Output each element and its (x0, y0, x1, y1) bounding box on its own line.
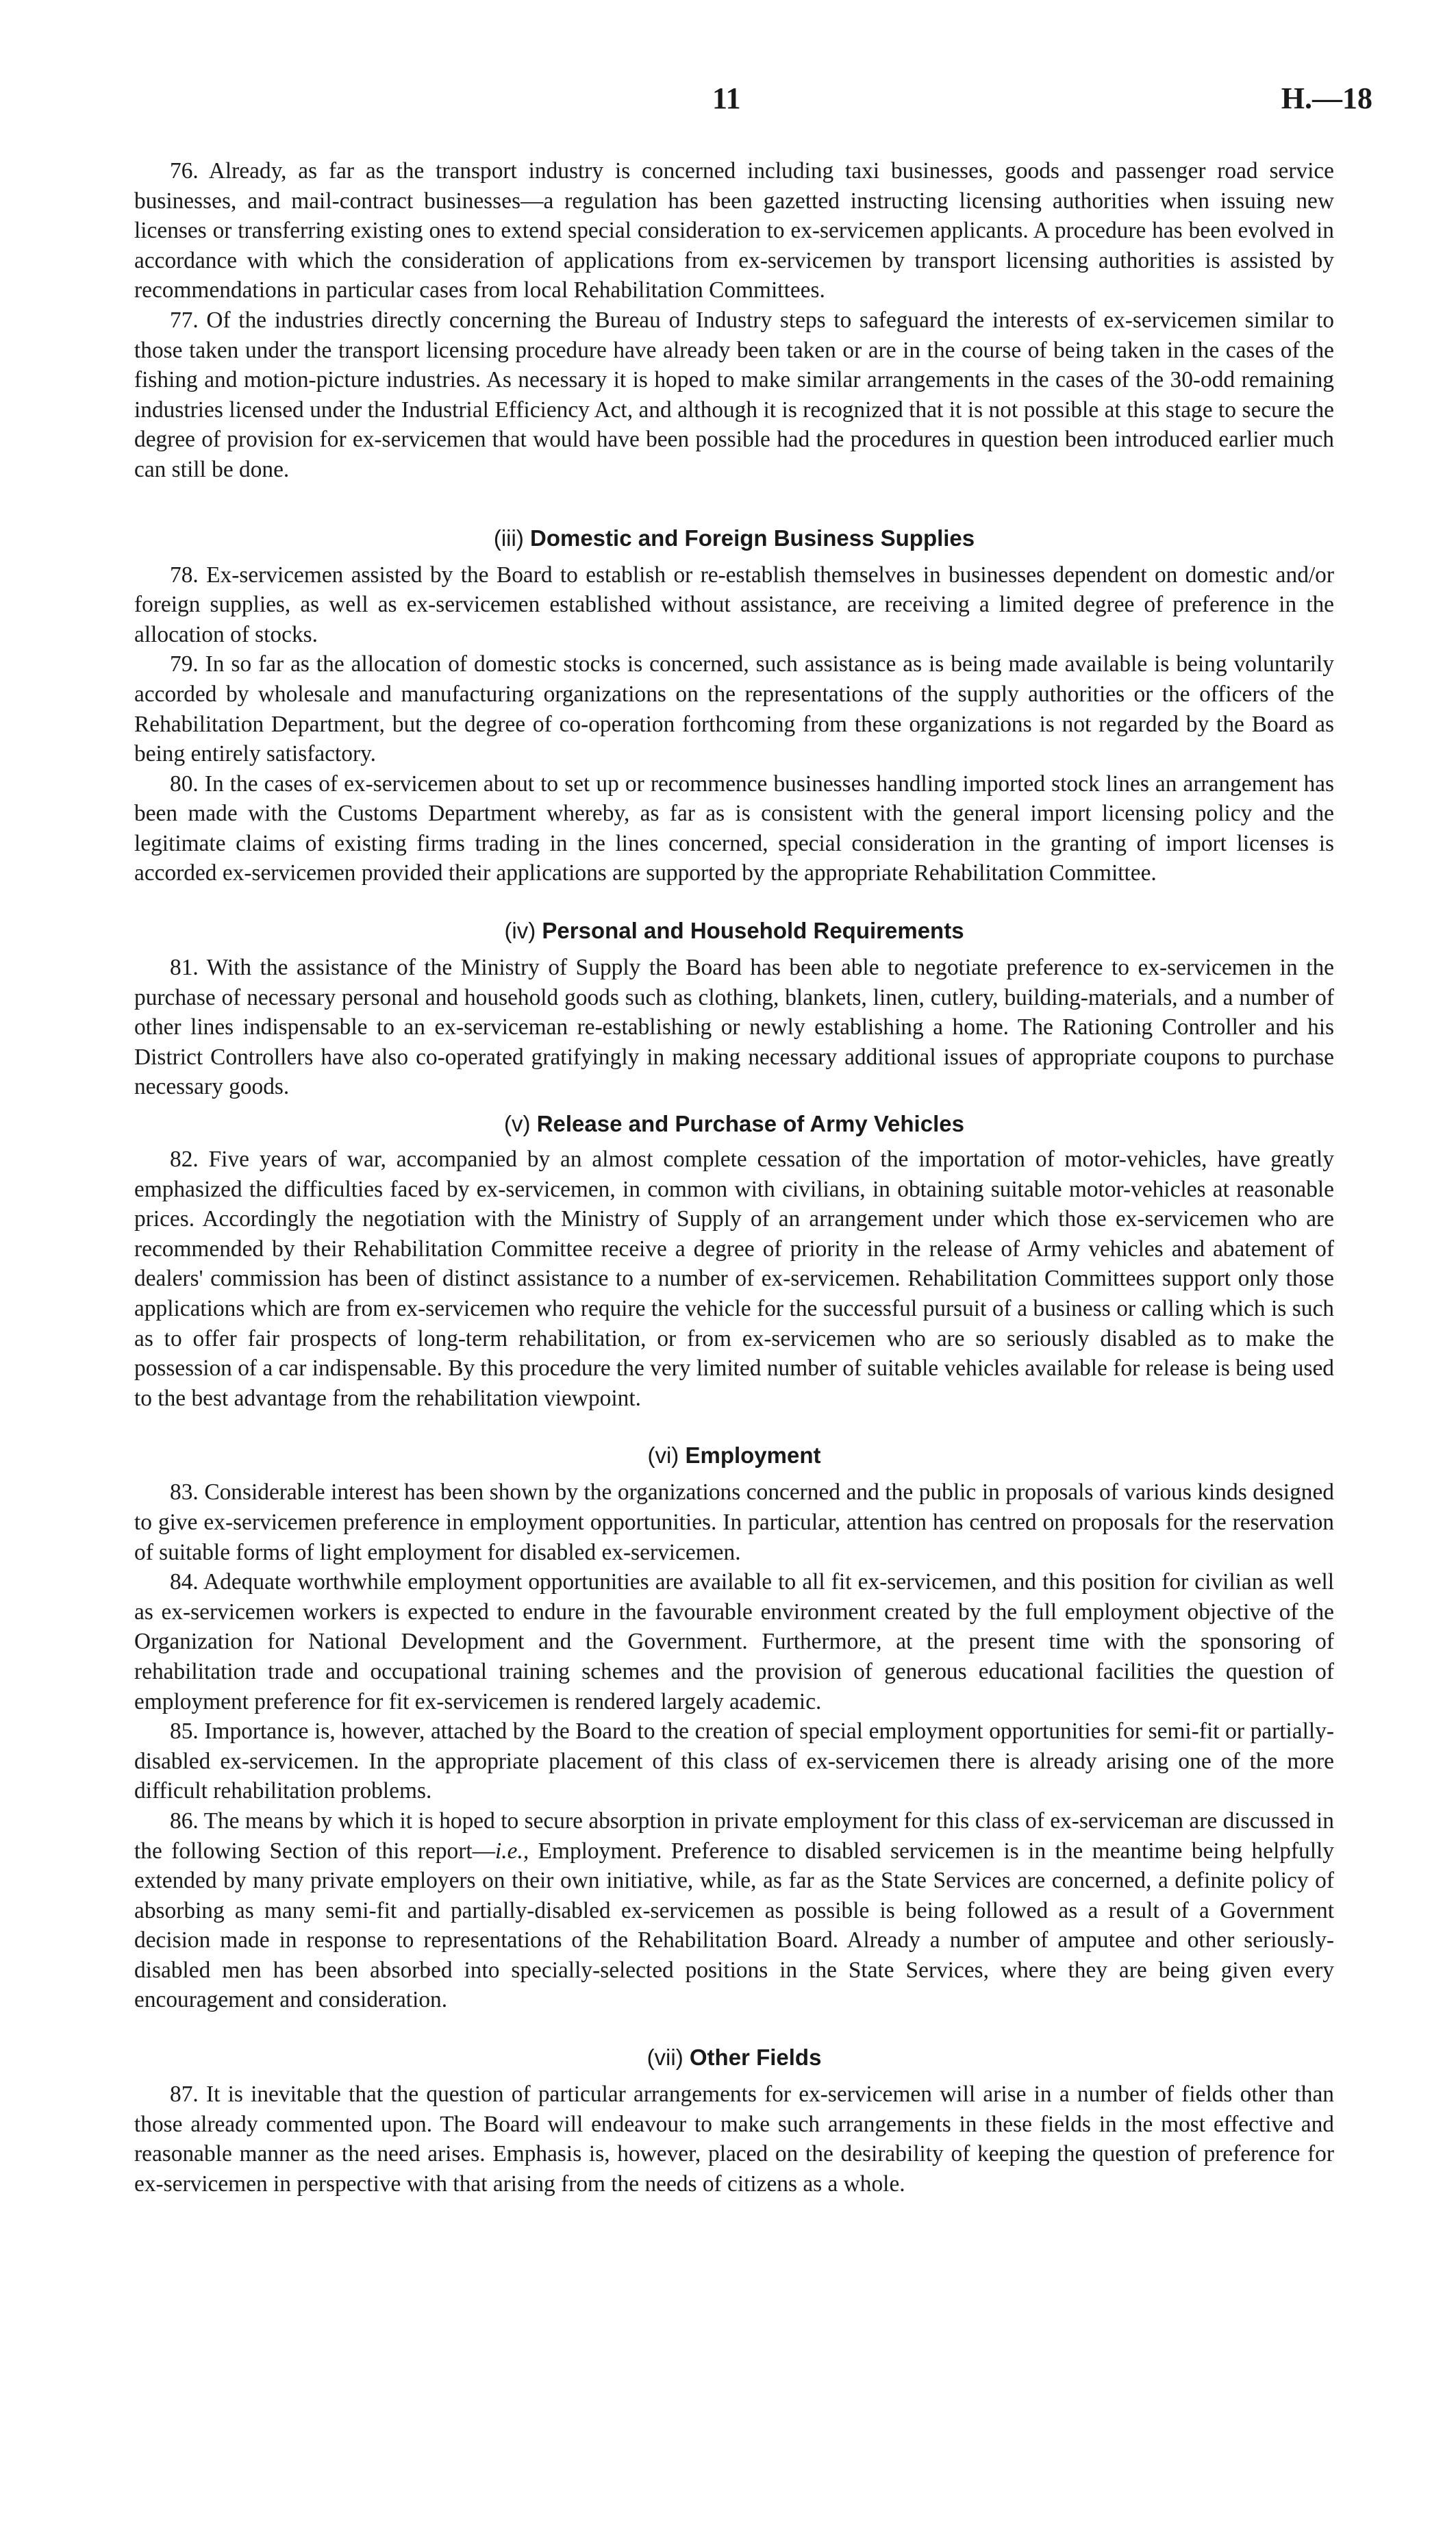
paragraph-85: 85. Importance is, however, attached by the Board to the creation of special employment opportunities for semi-fit or partially-disabled ex-servicemen. In the appropriate placement of this class of ex-servicemen there is already arising one of the more difficult rehabilitation problems. (134, 1719, 1334, 1804)
section-numeral: (v) (504, 1111, 531, 1137)
section-numeral: (vii) (647, 2045, 683, 2071)
paragraph-77: 77. Of the industries directly concerning the Bureau of Industry steps to safeguard the interests of ex-servicemen similar to those taken under the transport licensing procedure have already been taken or are in the course of being taken in the cases of the fishing and motion-picture industries. As necessary it is hoped to make similar arrangements in the cases of the 30-odd remaining industries licensed under the Industrial Efficiency Act, and although it is recognized that it is not possible at this stage to secure the degree of provision for ex-servicemen that would have been possible had the procedures in question been introduced earlier much can still be done. (134, 307, 1334, 482)
section-numeral: (iii) (493, 525, 524, 551)
paragraph-80: 80. In the cases of ex-servicemen about to set up or recommence businesses handling imported stock lines an arrangement has been made with the Customs Department whereby, as far as is consistent with the general import licensing policy and the legitimate claims of existing firms trading in the lines concerned, special consideration in the granting of import licenses is accorded ex-servicemen provided their applications are supported by the appropriate Rehabilitation Committee. (134, 771, 1334, 886)
section-title: Personal and Household Requirements (542, 918, 964, 944)
section-heading-iv (134, 916, 1334, 946)
paragraph-81: 81. With the assistance of the Ministry of Supply the Board has been able to negotiate preference to ex-servicemen in the purchase of necessary personal and household goods such as clothing, blankets, linen, cutlery, building-materials, and a number of other lines indispensable to an ex-serviceman re-establishing or newly establishing a home. The Rationing Controller and his District Controllers have also co-operated gratifyingly in making necessary additional issues of appropriate coupons to purchase necessary goods. (134, 955, 1334, 1100)
section-heading-v (134, 1109, 1334, 1139)
section-heading-iii (134, 523, 1334, 553)
page-header (0, 81, 1456, 122)
paragraph-79: 79. In so far as the allocation of domestic stocks is concerned, such assistance as is being made available is being voluntarily accorded by wholesale and manufacturing organizations on the representations of the supply authorities or the officers of the Rehabilitation Department, but the degree of co-operation forthcoming from these organizations is not regarded by the Board as being entirely satisfactory. (134, 651, 1334, 767)
paragraph-83: 83. Considerable interest has been shown by the organizations concerned and the public in proposals of various kinds designed to give ex-servicemen preference in employment opportunities. In particular, attention has centred on proposals for the reservation of suitable forms of light employment for disabled ex-servicemen. (134, 1479, 1334, 1565)
document-code: H.—18 (1281, 82, 1372, 115)
paragraph-78: 78. Ex-servicemen assisted by the Board to establish or re-establish themselves in businesses dependent on domestic and/or foreign supplies, as well as ex-servicemen established without assistance, are receiving a limited degree of preference in the allocation of stocks. (134, 562, 1334, 647)
paragraph-86 (134, 1806, 1334, 2015)
section-heading-vii (134, 2043, 1334, 2073)
paragraph-87: 87. It is inevitable that the question of particular arrangements for ex-servicemen will arise in a number of fields other than those already commented upon. The Board will endeavour to make such arrangements in these fields in the most effective and reasonable manner as the need arises. Emphasis is, however, placed on the desirability of keeping the question of preference for ex-servicemen in perspective with that arising from the needs of citizens as a whole. (134, 2082, 1334, 2197)
paragraph-76: 76. Already, as far as the transport industry is concerned including taxi businesses, goods and passenger road service businesses, and mail-contract businesses—a regulation has been gazetted instructing licensing authorities when issuing new licenses or transferring existing ones to extend special consideration to ex-servicemen applicants. A procedure has been evolved in accordance with which the consideration of applications from ex-servicemen by transport licensing authorities is assisted by recommendations in particular cases from local Rehabilitation Committees. (134, 158, 1334, 303)
section-title: Release and Purchase of Army Vehicles (536, 1111, 964, 1137)
paragraph-84: 84. Adequate worthwhile employment opportunities are available to all fit ex-servicemen, and this position for civilian as well as ex-servicemen workers is expected to endure in the favourable environment created by the full employment objective of the Organization for National Development and the Government. Furthermore, at the present time with the sponsoring of rehabilitation trade and occupational training schemes and the provision of generous educational facilities the question of employment preference for fit ex-servicemen is rendered largely academic. (134, 1569, 1334, 1714)
page-number: 11 (712, 82, 741, 115)
paragraph-86-text-a: 86. The means by which it is hoped to secure absorption in private employment for this class of ex-serviceman are discussed in the following Section of this report— (134, 1808, 1334, 1864)
section-numeral: (iv) (504, 918, 536, 944)
paragraph-82: 82. Five years of war, accompanied by an almost complete cessation of the importation of motor-vehicles, have greatly emphasized the difficulties faced by ex-servicemen, in common with civilians, in obtaining suitable motor-vehicles at reasonable prices. Accordingly the negotiation with the Ministry of Supply of an arrangement under which those ex-servicemen who are recommended by their Rehabilitation Committee receive a degree of priority in the release of Army vehicles and abatement of dealers' commission has been of distinct assistance to a number of ex-servicemen. Rehabilitation Committees support only those applications which are from ex-servicemen who require the vehicle for the successful pursuit of a business or calling which is such as to offer fair prospects of long-term rehabilitation, or from ex-servicemen who are so seriously disabled as to make the possession of a car indispensable. By this procedure the very limited number of suitable vehicles available for release is being used to the best advantage from the rehabilitation viewpoint. (134, 1147, 1334, 1411)
document-body (134, 156, 1334, 2199)
section-title: Employment (685, 1442, 821, 1469)
section-heading-vi (134, 1440, 1334, 1471)
paragraph-86-text-b: Employment. Preference to disabled servicemen is in the meantime being helpfully extended by many private employers on their own initiative, while, as far as the State Services are concerned, a definite policy of absorbing as many semi-fit and partially-disabled ex-servicemen as possible is being followed as a result of a Government decision made in response to representations of the Rehabilitation Board. Already a number of amputee and other seriously-disabled men has been absorbed into specially-selected positions in the State Services, where they are being given every encouragement and consideration. (134, 1838, 1334, 2013)
paragraph-86-ie: i.e., (495, 1838, 529, 1864)
section-title: Domestic and Foreign Business Supplies (530, 525, 975, 551)
section-numeral: (vi) (647, 1442, 679, 1469)
section-title: Other Fields (689, 2045, 822, 2071)
